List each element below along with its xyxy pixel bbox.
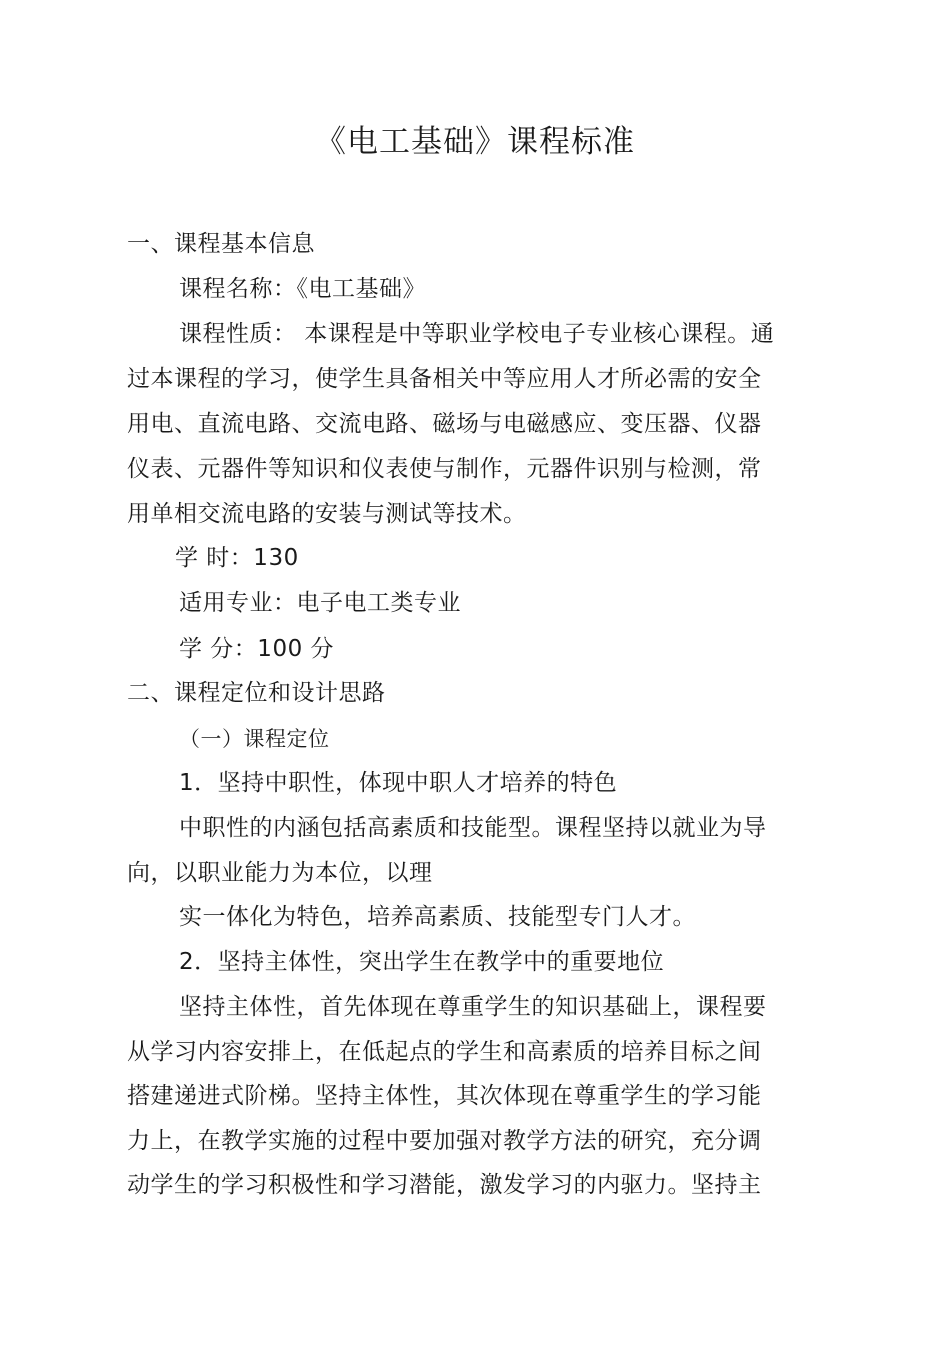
- paragraph-line: 过本课程的学习，使学生具备相关中等应用人才所必需的安全: [127, 366, 762, 392]
- point-heading-2: 2．坚持主体性，突出学生在教学中的重要地位: [179, 949, 665, 975]
- paragraph-line: 坚持主体性，首先体现在尊重学生的知识基础上，课程要: [179, 994, 767, 1020]
- paragraph-line: 中职性的内涵包括高素质和技能型。课程坚持以就业为导: [179, 815, 767, 841]
- paragraph-line: 动学生的学习积极性和学习潜能，激发学习的内驱力。坚持主: [127, 1172, 762, 1198]
- credits-line: 学 分：100 分: [179, 636, 335, 662]
- major-line: 适用专业：电子电工类专业: [179, 590, 461, 616]
- point-heading-1: 1．坚持中职性，体现中职人才培养的特色: [179, 770, 618, 796]
- paragraph-line: 向，以职业能力为本位，以理: [127, 860, 433, 886]
- paragraph-line: 用单相交流电路的安装与测试等技术。: [127, 501, 527, 527]
- paragraph-line: 仪表、元器件等知识和仪表使与制作，元器件识别与检测，常: [127, 456, 762, 482]
- section-heading-1: 一、课程基本信息: [127, 231, 315, 257]
- paragraph-line: 实一体化为特色，培养高素质、技能型专门人才。: [179, 904, 696, 930]
- hours-line: 学 时：130: [175, 545, 299, 571]
- section-heading-2: 二、课程定位和设计思路: [127, 680, 386, 706]
- course-nature-line: 课程性质： 本课程是中等职业学校电子专业核心课程。通: [179, 321, 775, 347]
- subsection-heading: （一）课程定位: [179, 727, 330, 751]
- paragraph-line: 力上，在教学实施的过程中要加强对教学方法的研究，充分调: [127, 1128, 762, 1154]
- paragraph-line: 搭建递进式阶梯。坚持主体性，其次体现在尊重学生的学习能: [127, 1083, 762, 1109]
- document-title: 《电工基础》课程标准: [315, 124, 635, 160]
- course-name-line: 课程名称：《电工基础》: [179, 276, 426, 302]
- paragraph-line: 用电、直流电路、交流电路、磁场与电磁感应、变压器、仪器: [127, 411, 762, 437]
- paragraph-line: 从学习内容安排上，在低起点的学生和高素质的培养目标之间: [127, 1039, 762, 1065]
